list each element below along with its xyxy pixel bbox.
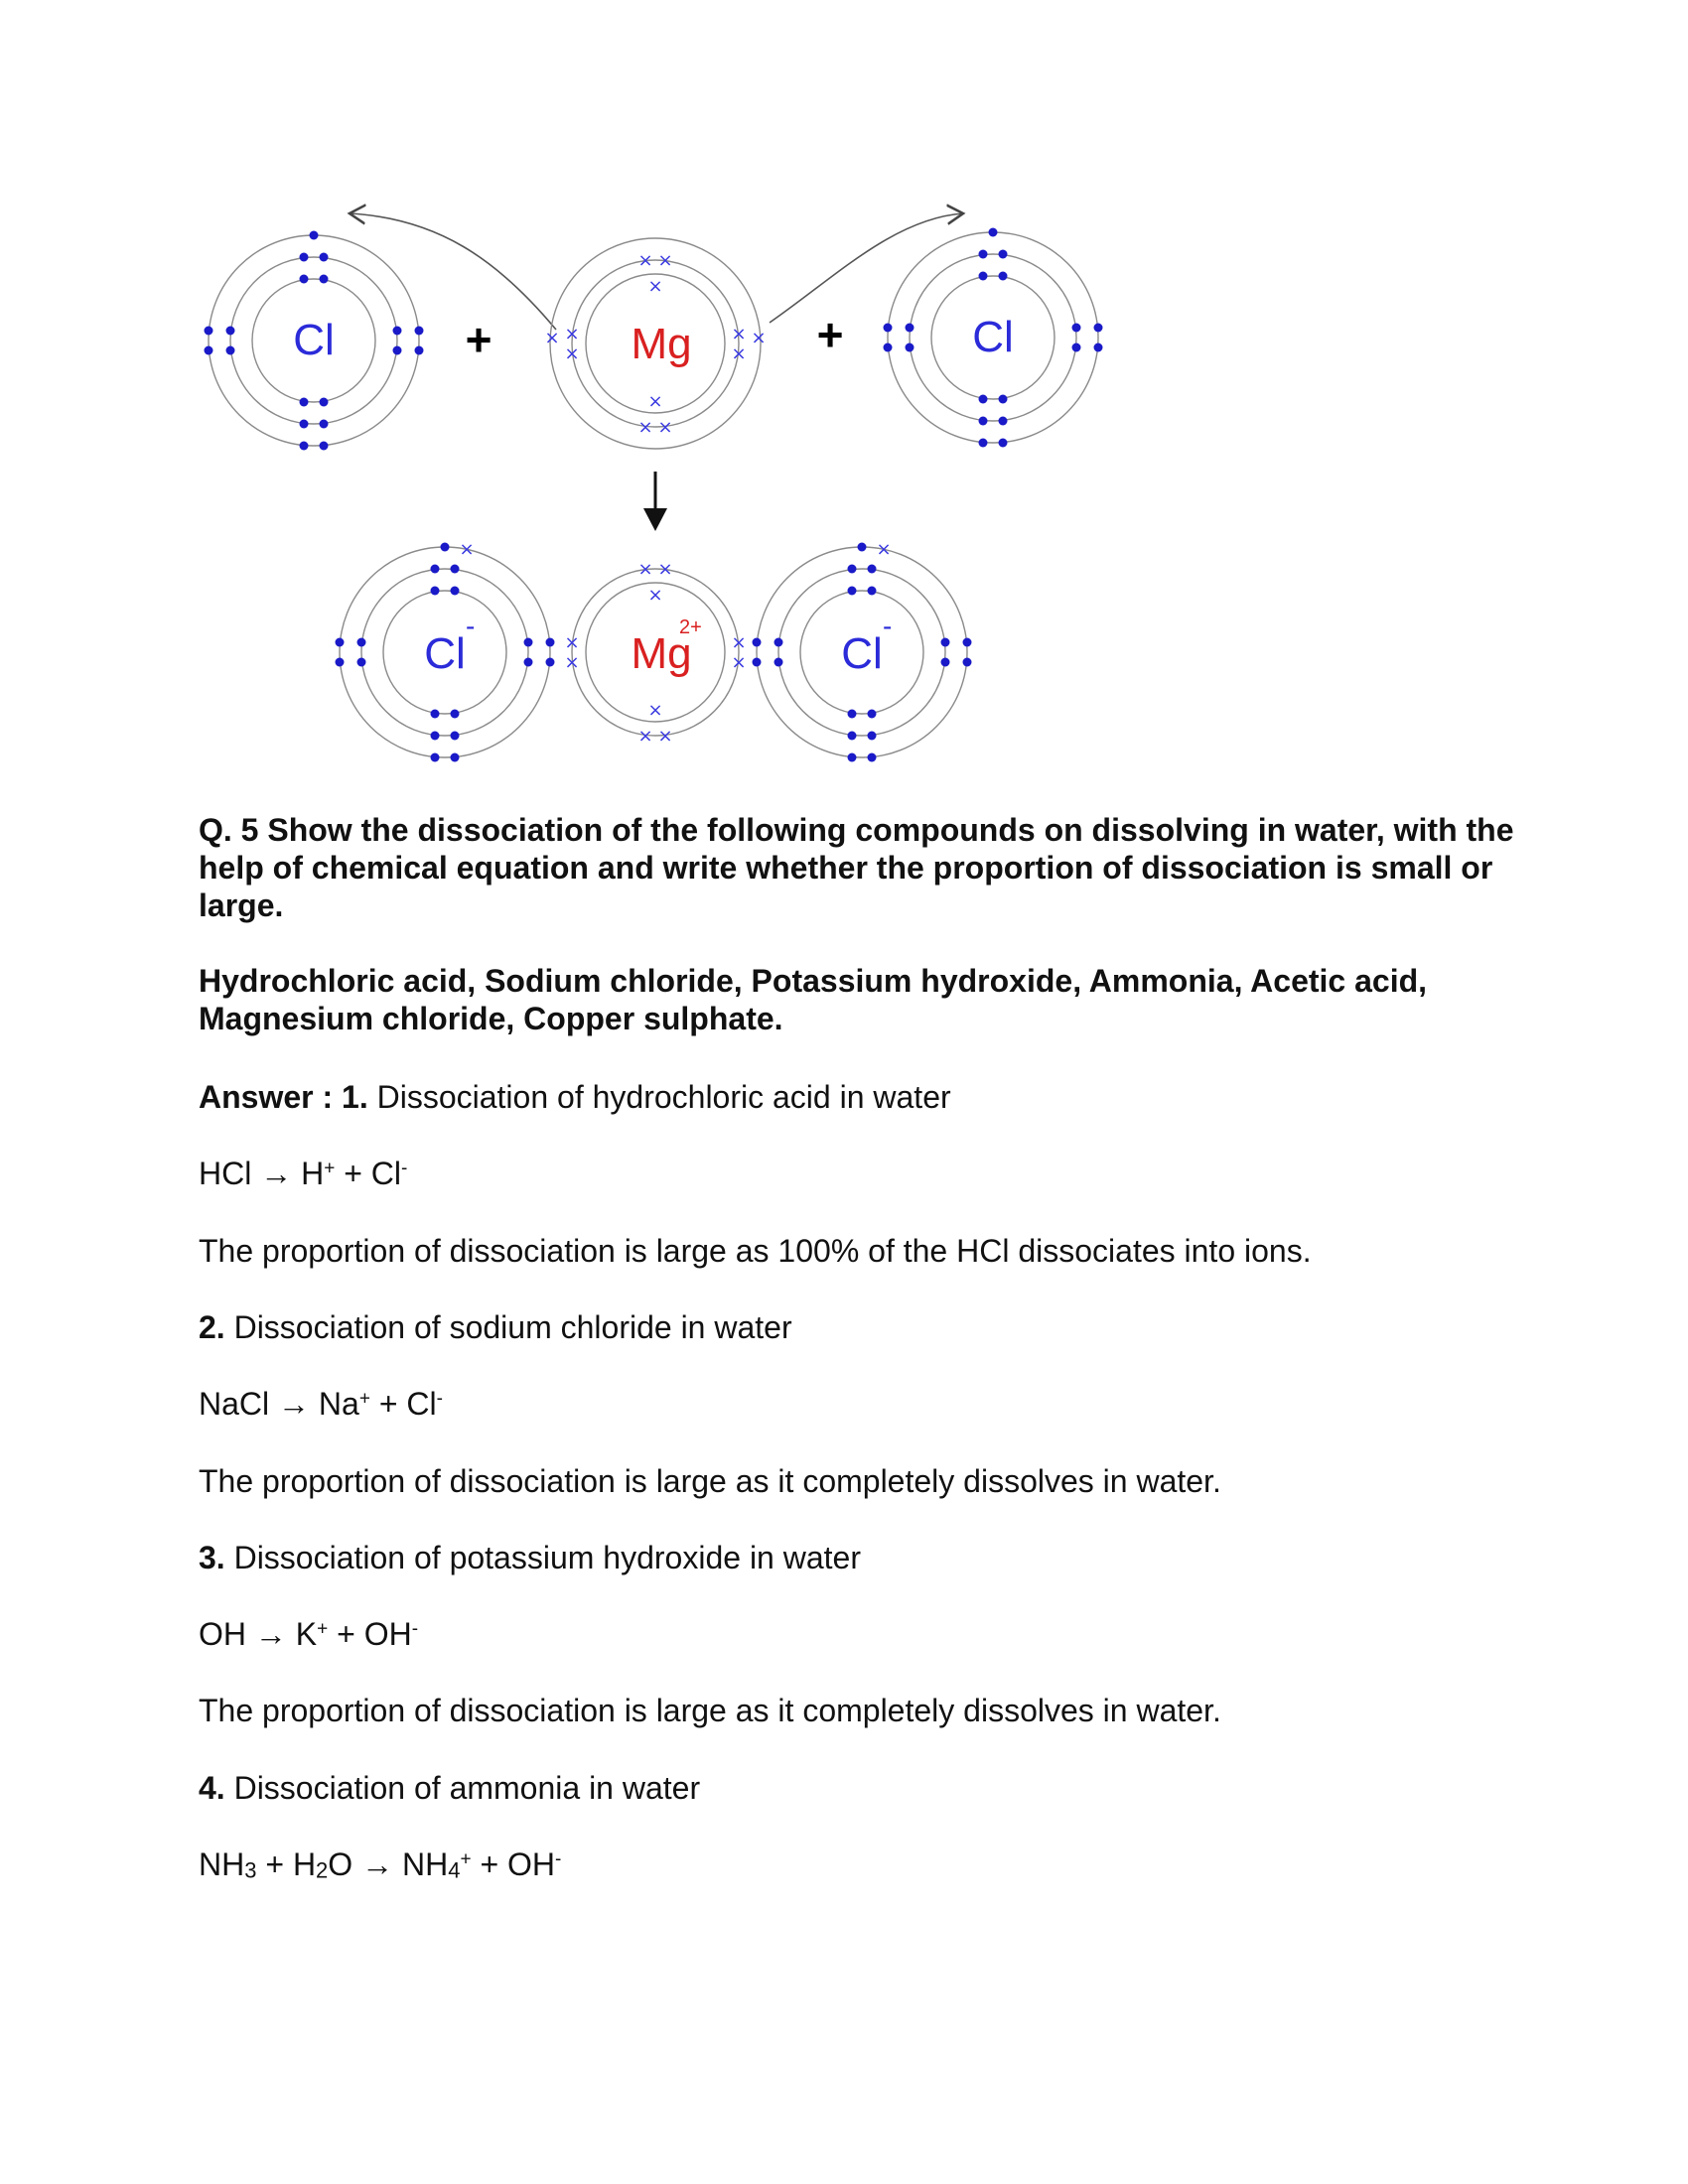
- electron-dot: [431, 732, 440, 741]
- answer-4-heading: [199, 1769, 700, 1807]
- electron-cross: ×: [647, 391, 663, 412]
- item-number: 1.: [342, 1079, 368, 1115]
- electron-cross: ×: [731, 652, 747, 673]
- electron-dot: [884, 324, 893, 333]
- item-title: Dissociation of hydrochloric acid in water: [376, 1079, 951, 1115]
- answer-3-note: The proportion of dissociation is large as it completely dissolves in water.: [199, 1693, 1221, 1728]
- electron-dot: [1072, 343, 1081, 352]
- electron-dot: [868, 587, 877, 596]
- reactant-2: H: [292, 1846, 317, 1882]
- reactant: HCl: [199, 1156, 252, 1191]
- reactant-2-o: O: [328, 1846, 353, 1882]
- product-1: NH: [401, 1846, 449, 1882]
- electron-dot: [1072, 324, 1081, 333]
- plus: +: [337, 1616, 355, 1652]
- mg-ion-label: Mg: [631, 629, 692, 678]
- product-2: Cl: [406, 1386, 437, 1422]
- electron-dot: [753, 658, 762, 667]
- electron-dot: [431, 753, 440, 762]
- electron-dot: [357, 638, 366, 647]
- electron-cross: ×: [647, 700, 663, 721]
- arrow: →: [254, 1616, 287, 1652]
- electron-dot: [300, 420, 309, 429]
- cl-ion-right-charge: -: [883, 611, 893, 641]
- electron-dot: [393, 327, 402, 336]
- electron-dot: [300, 253, 309, 262]
- mg-atom-label: Mg: [631, 320, 692, 368]
- charge: -: [436, 1388, 443, 1410]
- electron-cross: ×: [637, 726, 653, 747]
- plus-sign-left: +: [465, 314, 492, 365]
- electron-cross: ×: [657, 250, 673, 271]
- electron-dot: [868, 710, 877, 719]
- electron-dot: [848, 710, 857, 719]
- electron-cross: ×: [564, 324, 580, 344]
- electron-dot: [999, 395, 1008, 404]
- electron-dot: [884, 343, 893, 352]
- electron-dot: [989, 228, 998, 237]
- answer-2-note: The proportion of dissociation is large as it completely dissolves in water.: [199, 1463, 1221, 1499]
- electron-dot: [226, 327, 235, 336]
- electron-dot: [999, 272, 1008, 281]
- electron-dot: [451, 565, 460, 574]
- electron-cross: ×: [751, 328, 767, 348]
- equation-koh: [199, 1615, 418, 1653]
- electron-dot: [451, 710, 460, 719]
- electron-dot: [205, 346, 213, 355]
- electron-dot: [441, 543, 450, 552]
- electron-dot: [868, 753, 877, 762]
- electron-cross: ×: [657, 726, 673, 747]
- item-number: 3.: [199, 1540, 225, 1575]
- item-title: Dissociation of potassium hydroxide in water: [233, 1540, 861, 1575]
- item-number: 2.: [199, 1309, 225, 1345]
- electron-dot: [320, 442, 329, 451]
- electron-dot: [941, 638, 950, 647]
- charge: -: [555, 1848, 562, 1870]
- electron-dot: [336, 658, 345, 667]
- electron-dot: [451, 753, 460, 762]
- electron-dot: [774, 638, 783, 647]
- electron-dot: [753, 638, 762, 647]
- plus: +: [378, 1386, 398, 1422]
- item-title: Dissociation of ammonia in water: [233, 1770, 701, 1806]
- charge: +: [460, 1848, 472, 1870]
- plus: +: [265, 1846, 285, 1882]
- reactant: NaCl: [199, 1386, 270, 1422]
- electron-cross: ×: [731, 324, 747, 344]
- electron-transfer-arrow-left: [350, 213, 556, 330]
- electron-dot: [336, 638, 345, 647]
- product-2: Cl: [370, 1156, 402, 1191]
- electron-dot: [963, 658, 972, 667]
- electron-dot: [848, 753, 857, 762]
- reaction-arrow-head: [643, 508, 667, 531]
- subscript: 3: [244, 1857, 257, 1883]
- electron-dot: [941, 658, 950, 667]
- electron-cross: ×: [731, 632, 747, 653]
- electron-dot: [868, 565, 877, 574]
- electron-cross: ×: [637, 417, 653, 438]
- product-1: H: [301, 1156, 325, 1191]
- electron-dot: [431, 565, 440, 574]
- electron-dot: [451, 587, 460, 596]
- electron-dot: [524, 638, 533, 647]
- plus: +: [480, 1846, 499, 1882]
- electron-cross: ×: [657, 559, 673, 580]
- electron-cross: ×: [459, 539, 475, 560]
- electron-cross: ×: [637, 250, 653, 271]
- item-title: Dissociation of sodium chloride in water: [233, 1309, 792, 1345]
- equation-nacl: [199, 1385, 443, 1423]
- electron-dot: [226, 346, 235, 355]
- electron-dot: [979, 272, 988, 281]
- answer-2-heading: [199, 1308, 792, 1346]
- electron-dot: [431, 710, 440, 719]
- subscript: 4: [448, 1857, 461, 1883]
- cl-ion-left-label: Cl: [424, 629, 466, 678]
- product-2: OH: [507, 1846, 556, 1882]
- product-1: Na: [318, 1386, 359, 1422]
- product-1: K: [295, 1616, 318, 1652]
- electron-dot: [848, 732, 857, 741]
- charge: -: [411, 1618, 419, 1640]
- answer-1-note: The proportion of dissociation is large as 100% of the HCl dissociates into ions.: [199, 1233, 1312, 1269]
- electron-dot: [906, 324, 914, 333]
- electron-dot: [524, 658, 533, 667]
- electron-cross: ×: [564, 652, 580, 673]
- subscript: 2: [316, 1857, 329, 1883]
- electron-cross: ×: [544, 328, 560, 348]
- electron-dot: [963, 638, 972, 647]
- electron-dot: [1094, 343, 1103, 352]
- arrow: →: [260, 1156, 293, 1191]
- electron-dot: [300, 398, 309, 407]
- charge: +: [358, 1388, 370, 1410]
- equation-hcl: [199, 1155, 407, 1192]
- compound-list: Hydrochloric acid, Sodium chloride, Potassium hydroxide, Ammonia, Acetic acid, Magnesium chloride, Copper sulphate.: [199, 963, 1428, 1036]
- electron-dot: [320, 253, 329, 262]
- answer-prefix: Answer :: [199, 1079, 343, 1115]
- electron-dot: [979, 417, 988, 426]
- electron-dot: [451, 732, 460, 741]
- reactant: OH: [199, 1616, 246, 1652]
- cl-ion-right-label: Cl: [841, 629, 883, 678]
- answer-3-heading: [199, 1539, 861, 1576]
- electron-dot: [979, 439, 988, 448]
- answer-1-heading: [199, 1078, 951, 1116]
- electron-cross: ×: [564, 632, 580, 653]
- mg-ion-charge: 2+: [679, 616, 702, 638]
- electron-dot: [999, 250, 1008, 259]
- plus-sign-right: +: [816, 309, 844, 360]
- electron-dot: [906, 343, 914, 352]
- electron-dot: [774, 658, 783, 667]
- electron-dot: [320, 398, 329, 407]
- electron-dot: [415, 327, 424, 336]
- charge: -: [401, 1158, 408, 1179]
- cl-ion-left-charge: -: [466, 611, 476, 641]
- cl-atom-right-label: Cl: [972, 313, 1014, 361]
- cl-atom-left-label: Cl: [293, 316, 335, 364]
- charge: +: [324, 1158, 336, 1179]
- arrow: →: [278, 1386, 311, 1422]
- electron-transfer-arrow-right: [770, 213, 963, 323]
- electron-cross: ×: [647, 276, 663, 297]
- equation-nh3: [199, 1845, 561, 1883]
- electron-dot: [999, 417, 1008, 426]
- electron-dot: [320, 275, 329, 284]
- electron-cross: ×: [564, 343, 580, 364]
- electron-cross: ×: [647, 585, 663, 606]
- electron-dot: [858, 543, 867, 552]
- charge: +: [317, 1618, 329, 1640]
- electron-dot: [848, 565, 857, 574]
- product-2: OH: [363, 1616, 412, 1652]
- item-number: 4.: [199, 1770, 225, 1806]
- electron-dot: [415, 346, 424, 355]
- electron-dot: [310, 231, 319, 240]
- electron-dot: [320, 420, 329, 429]
- electron-cross: ×: [657, 417, 673, 438]
- ionic-bond-diagram: [0, 0, 1688, 794]
- electron-dot: [979, 250, 988, 259]
- electron-dot: [357, 658, 366, 667]
- electron-dot: [848, 587, 857, 596]
- electron-dot: [1094, 324, 1103, 333]
- electron-dot: [999, 439, 1008, 448]
- electron-dot: [868, 732, 877, 741]
- electron-dot: [546, 658, 555, 667]
- electron-cross: ×: [876, 539, 892, 560]
- electron-cross: ×: [637, 559, 653, 580]
- plus: +: [344, 1156, 362, 1191]
- electron-dot: [431, 587, 440, 596]
- electron-cross: ×: [731, 343, 747, 364]
- electron-dot: [546, 638, 555, 647]
- arrow: →: [361, 1846, 394, 1882]
- electron-dot: [300, 442, 309, 451]
- electron-dot: [393, 346, 402, 355]
- question-5: Q. 5 Show the dissociation of the following compounds on dissolving in water, with the help of chemical equation and write whether the proportion of dissociation is small or large.: [199, 812, 1514, 923]
- reactant-1: NH: [199, 1846, 245, 1882]
- electron-dot: [979, 395, 988, 404]
- electron-dot: [205, 327, 213, 336]
- electron-dot: [300, 275, 309, 284]
